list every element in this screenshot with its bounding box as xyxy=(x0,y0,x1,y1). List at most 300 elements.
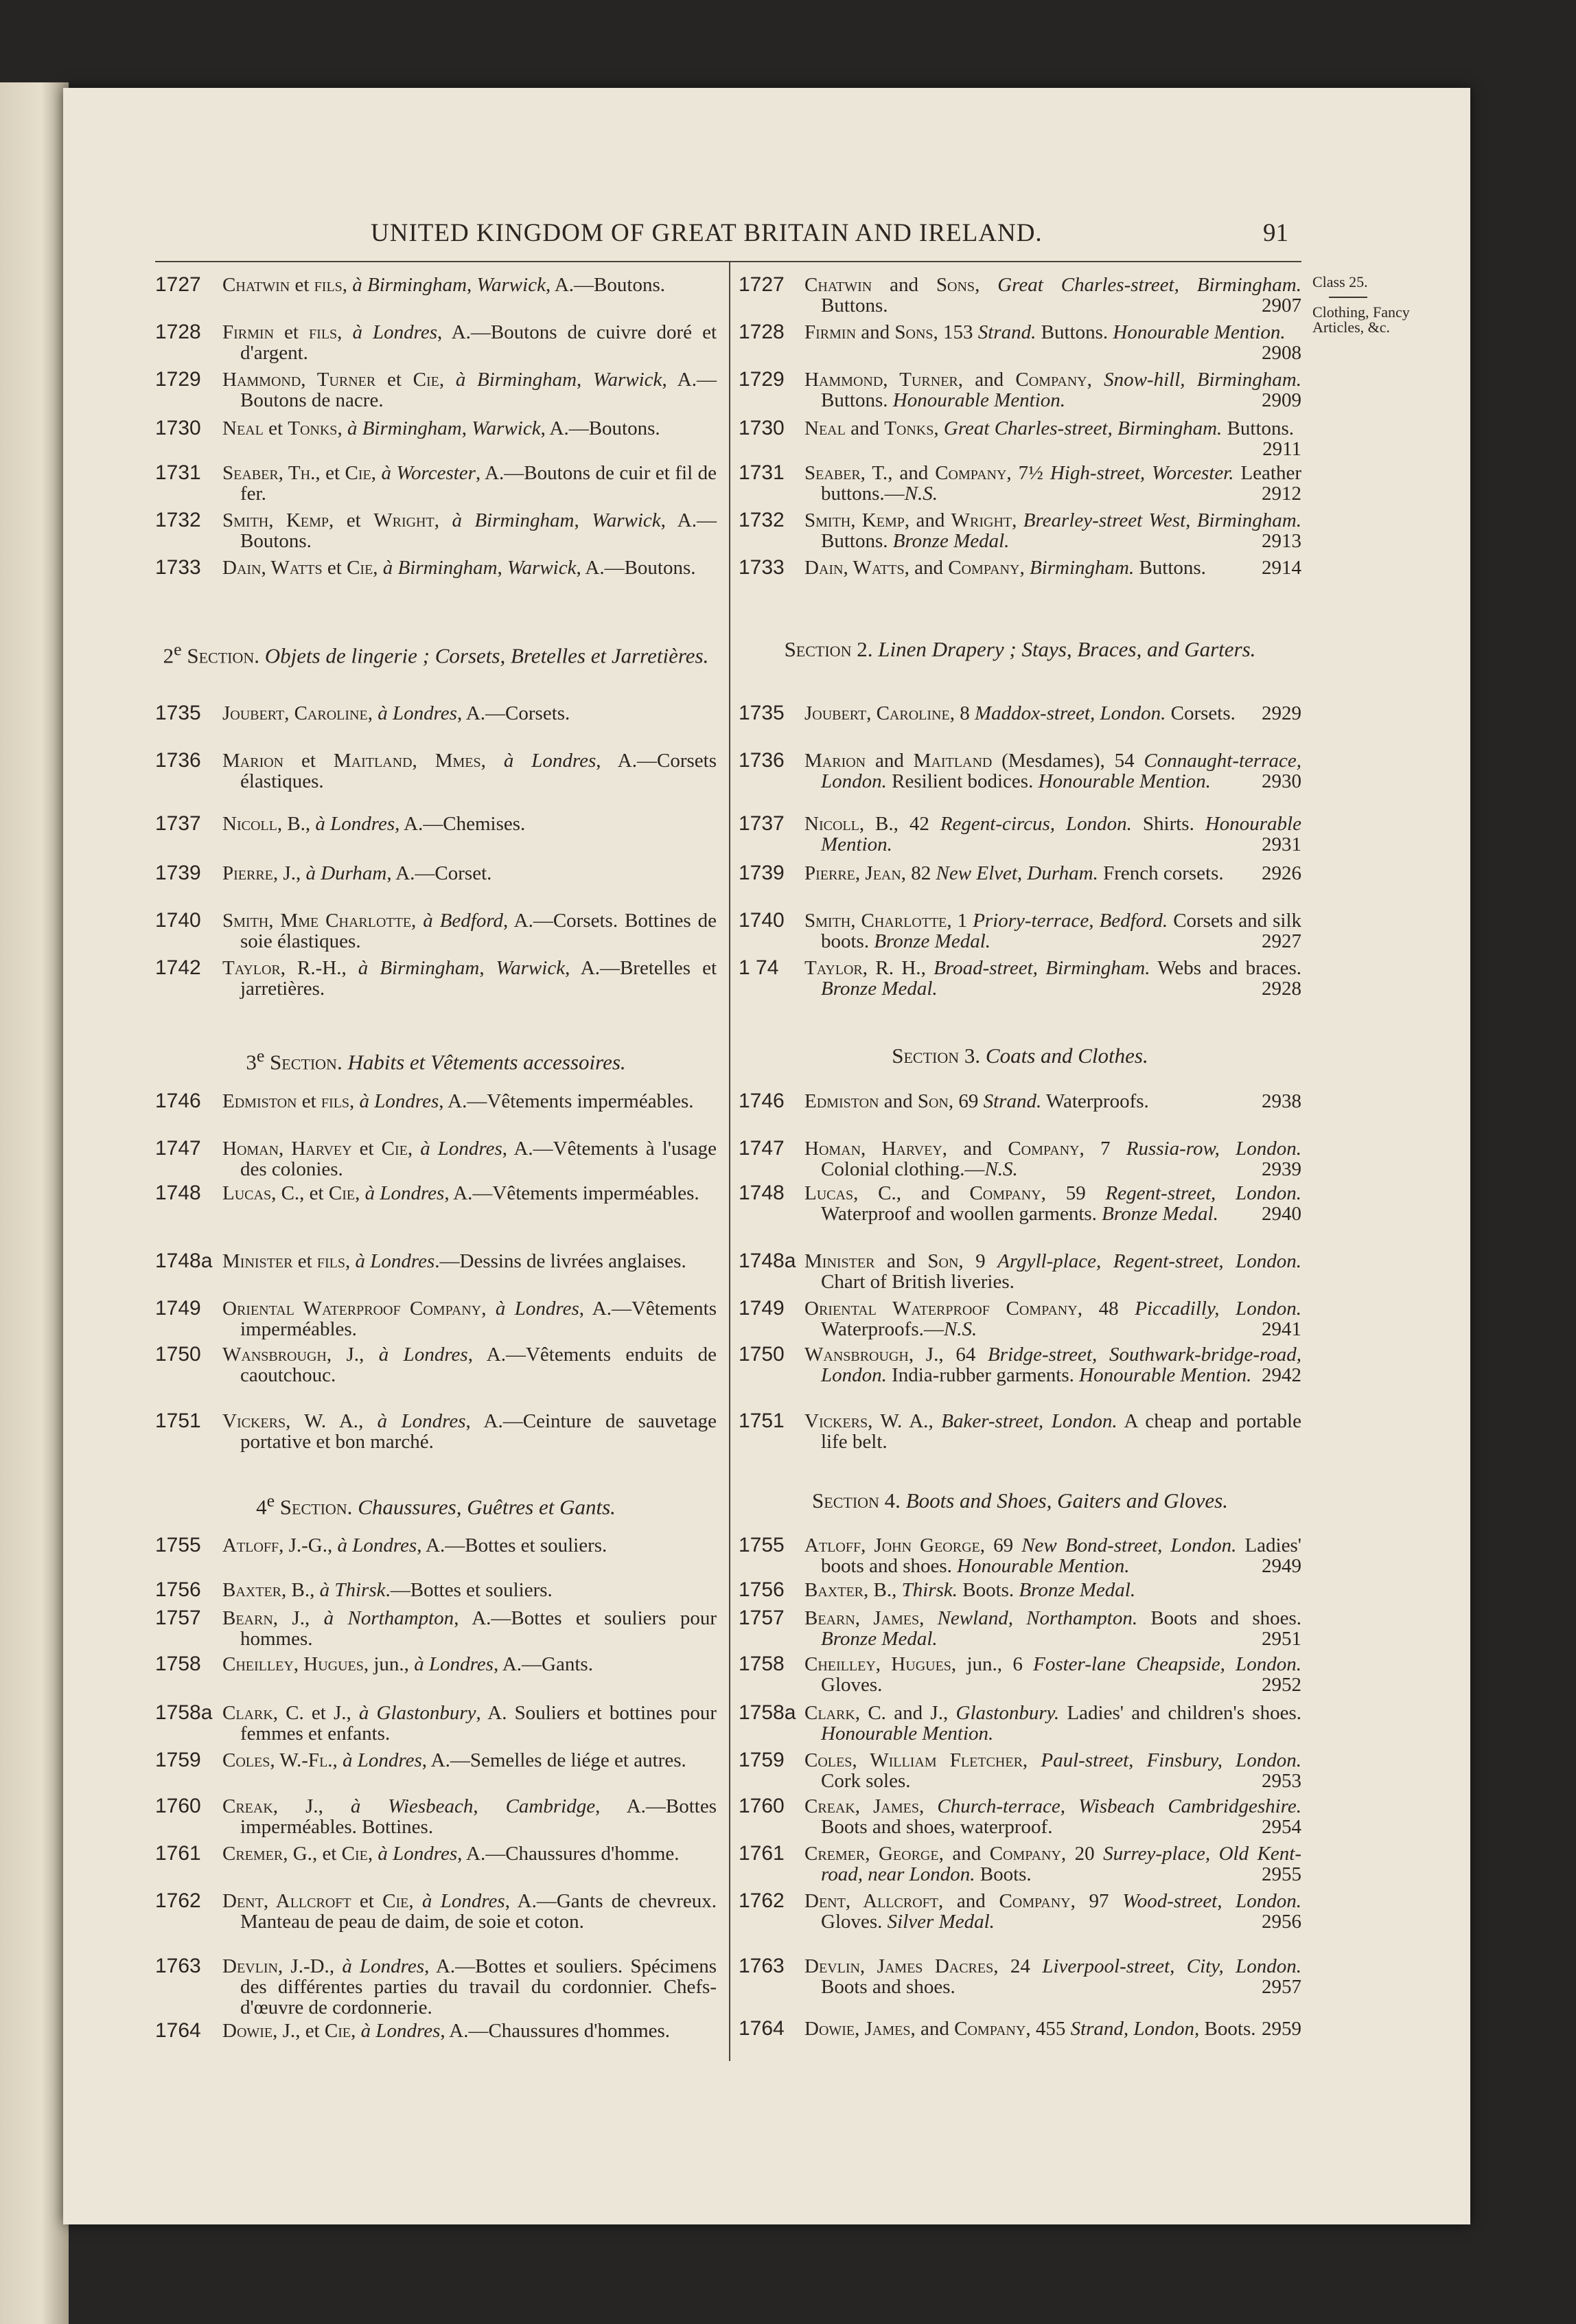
entry-number: 1763 xyxy=(739,1955,785,1977)
exhibitor-name: Cie xyxy=(328,1182,356,1204)
italic-text: Honourable Mention. xyxy=(892,389,1066,411)
entry-text xyxy=(901,1488,906,1512)
entry-text: Boots. xyxy=(958,1579,1019,1601)
catalogue-entry xyxy=(155,1183,717,1204)
exhibitor-name: fils xyxy=(309,321,338,343)
margin-subject: Clothing, Fancy Articles, &c. xyxy=(1312,303,1410,336)
entry-text: , A.—Boutons de cuivre doré et d'argent. xyxy=(240,321,717,364)
exhibitor-name: Lucas, C. xyxy=(222,1182,300,1204)
exhibitor-name: Nicoll, B. xyxy=(804,813,894,835)
entry-text: et xyxy=(322,557,347,579)
exhibitor-name: Clark, C. xyxy=(804,1702,886,1724)
catalogue-entry xyxy=(739,958,1301,999)
entry-text: , 59 xyxy=(1041,1182,1106,1204)
entry-text: , xyxy=(480,750,504,772)
entry-text: , 69 xyxy=(948,1090,984,1112)
catalogue-entry xyxy=(739,1796,1301,1837)
exhibitor-name: Cie xyxy=(345,462,371,484)
entry-text: , et xyxy=(295,2020,325,2042)
exhibitor-name: Cremer, G. xyxy=(222,1843,312,1865)
catalogue-reference-number: 2911 xyxy=(1262,438,1301,460)
entry-text: 4 xyxy=(256,1495,267,1519)
exhibitor-name: Company xyxy=(948,557,1020,579)
catalogue-reference-number: 2957 xyxy=(1262,1976,1301,1998)
entry-number: 1747 xyxy=(739,1137,785,1160)
italic-text: Brearley-street West, Birmingham. xyxy=(1023,509,1301,531)
exhibitor-name: Joubert, Caroline xyxy=(222,702,368,724)
entry-text: Waterproof and woollen garments. xyxy=(821,1203,1102,1225)
exhibitor-name: Vickers, W. A. xyxy=(804,1410,929,1432)
entry-number: 1751 xyxy=(739,1410,785,1432)
entry-text: and xyxy=(872,274,936,296)
entry-text: , xyxy=(304,1607,324,1629)
exhibitor-name: Atloff, John George xyxy=(804,1534,980,1556)
exhibitor-name: Devlin, James Dacres xyxy=(804,1955,994,1977)
entry-number: 1731 xyxy=(739,461,785,484)
entry-text: , A.—Boutons. xyxy=(576,557,696,579)
entry-number: 1730 xyxy=(155,417,201,439)
entry-number: 1759 xyxy=(739,1749,785,1771)
catalogue-reference-number: 2949 xyxy=(1262,1555,1301,1577)
catalogue-entry xyxy=(739,1298,1301,1339)
exhibitor-name: Company xyxy=(999,1890,1071,1912)
entry-number: 1728 xyxy=(155,321,201,343)
entry-number: 1740 xyxy=(155,909,201,932)
entry-number: 1764 xyxy=(739,2017,785,2040)
entry-text: , xyxy=(1019,557,1030,579)
margin-rule xyxy=(1329,297,1367,298)
catalogue-entry xyxy=(155,1298,717,1339)
exhibitor-name: Smith, Kemp xyxy=(222,509,329,531)
italic-text: Priory-terrace, Bedford. xyxy=(973,910,1168,932)
catalogue-entry xyxy=(739,814,1301,855)
italic-text: Habits et Vêtements accessoires. xyxy=(347,1050,626,1074)
exhibitor-name: Neal xyxy=(804,417,846,439)
entry-text: , A.—Boutons. xyxy=(240,509,717,552)
section-heading xyxy=(739,1045,1301,1067)
italic-text: Birmingham. xyxy=(1029,557,1135,579)
catalogue-entry xyxy=(739,2018,1301,2039)
exhibitor-name: Neal xyxy=(222,417,264,439)
entry-text: Ladies' boots and shoes. xyxy=(821,1534,1301,1577)
italic-text: Great Charles-street, Birmingham. xyxy=(943,417,1222,439)
exhibitor-name: Company xyxy=(969,1182,1041,1204)
entry-text: Ladies' and children's shoes. xyxy=(1059,1702,1301,1724)
entry-text: , et xyxy=(312,1843,342,1865)
catalogue-reference-number: 2908 xyxy=(1262,342,1301,364)
italic-text: Honourable Mention. xyxy=(821,1723,994,1745)
italic-text: Warwick xyxy=(472,417,541,439)
entry-text: A cheap and portable life belt. xyxy=(821,1410,1301,1453)
entry-text: , jun., 6 xyxy=(951,1653,1034,1675)
catalogue-reference-number: 2914 xyxy=(1262,557,1301,579)
entry-text: Boots. xyxy=(1199,2018,1256,2040)
italic-text: Strand. xyxy=(983,1090,1042,1112)
entry-text xyxy=(275,1495,280,1519)
entry-number: 1737 xyxy=(155,812,201,835)
entry-text: and xyxy=(856,321,895,343)
italic-text: Piccadilly, London. xyxy=(1135,1298,1302,1320)
catalogue-reference-number: 2931 xyxy=(1262,833,1301,855)
exhibitor-name: Dowie, James xyxy=(804,2018,911,2040)
entry-number: 1760 xyxy=(155,1795,201,1817)
entry-text: , xyxy=(1012,509,1023,531)
entry-number: 1742 xyxy=(155,956,201,979)
italic-text: à Londres xyxy=(378,702,457,724)
entry-text: .—Bottes et souliers. xyxy=(385,1579,553,1601)
italic-text: Warwick xyxy=(593,369,662,391)
section-heading xyxy=(155,638,717,667)
italic-text: Newland, Northampton. xyxy=(937,1607,1138,1629)
catalogue-entry xyxy=(155,1608,717,1649)
italic-text: Thirsk. xyxy=(901,1579,958,1601)
exhibitor-name: Coles, W.-Fl. xyxy=(222,1749,333,1771)
entry-text: , and xyxy=(938,1843,990,1865)
entry-text: Gloves. xyxy=(821,1911,888,1933)
italic-text: Honourable Mention. xyxy=(1113,321,1286,343)
entry-text: , A.—Chemises. xyxy=(395,813,526,835)
entry-text: , xyxy=(461,417,472,439)
entry-number: 1760 xyxy=(739,1795,785,1817)
italic-text: Maddox-street, London. xyxy=(974,702,1166,724)
italic-text: Chaussures, Guêtres et Gants. xyxy=(358,1495,616,1519)
catalogue-entry xyxy=(155,1796,717,1837)
catalogue-entry xyxy=(155,1703,717,1744)
exhibitor-name: Company xyxy=(1008,1138,1080,1160)
entry-text: , and xyxy=(904,557,949,579)
catalogue-entry xyxy=(155,703,717,724)
exhibitor-name: Dain, Watts xyxy=(222,557,323,579)
entry-text: et J., xyxy=(303,1702,359,1724)
exhibitor-name: Cie xyxy=(381,1138,408,1160)
italic-text: Coats and Clothes. xyxy=(985,1044,1148,1068)
italic-text: Snow-hill, Birmingham. xyxy=(1104,369,1301,391)
catalogue-entry xyxy=(739,1608,1301,1649)
italic-text: à Londres xyxy=(359,1090,439,1112)
entry-text: , xyxy=(367,702,378,724)
entry-text xyxy=(980,1044,986,1068)
entry-text: , and xyxy=(904,509,951,531)
entry-number: 1727 xyxy=(739,273,785,296)
entry-text: and xyxy=(874,1250,928,1272)
italic-text: N.S. xyxy=(904,483,938,505)
exhibitor-name: Smith, Kemp xyxy=(804,509,905,531)
catalogue-entry xyxy=(155,910,717,952)
catalogue-entry xyxy=(739,1535,1301,1576)
catalogue-entry xyxy=(739,863,1301,884)
catalogue-entry xyxy=(739,1138,1301,1180)
catalogue-reference-number: 2907 xyxy=(1262,295,1301,317)
entry-text: , xyxy=(329,1955,343,1977)
exhibitor-name: Homan, Harvey xyxy=(222,1138,352,1160)
italic-text: New Elvet, Durham. xyxy=(936,862,1098,884)
exhibitor-name: Son xyxy=(927,1250,959,1272)
entry-number: 1736 xyxy=(155,749,201,772)
entry-text: , xyxy=(497,557,508,579)
italic-text: Bronze Medal. xyxy=(821,978,938,1000)
entry-text: .—Dessins de livrées anglaises. xyxy=(434,1250,686,1272)
exhibitor-name: Section 4. xyxy=(812,1488,901,1512)
running-header: UNITED KINGDOM OF GREAT BRITAIN AND IRELAND. xyxy=(371,219,1043,247)
catalogue-entry xyxy=(155,510,717,551)
catalogue-entry xyxy=(155,1251,717,1272)
entry-text: , A.—Corset. xyxy=(386,862,492,884)
italic-text: à Wiesbeach xyxy=(350,1795,474,1817)
entry-text: , A.—Chaussures d'hommes. xyxy=(440,2020,671,2042)
italic-text: Bronze Medal. xyxy=(821,1628,938,1650)
entry-text: , xyxy=(318,1795,351,1817)
entry-number: 1731 xyxy=(155,461,201,484)
catalogue-entry xyxy=(739,1183,1301,1224)
entry-text: , and xyxy=(958,369,1016,391)
exhibitor-name: Wright xyxy=(373,509,434,531)
exhibitor-name: Tonks xyxy=(884,417,934,439)
entry-number: 1728 xyxy=(739,321,785,343)
entry-text: Chart of British liveries. xyxy=(821,1271,1015,1293)
italic-text: Honourable Mention. xyxy=(821,813,1301,855)
catalogue-reference-number: 2942 xyxy=(1262,1364,1301,1386)
exhibitor-name: Company xyxy=(935,462,1007,484)
entry-text: , xyxy=(473,1795,506,1817)
catalogue-entry xyxy=(155,750,717,792)
entry-number: 1730 xyxy=(739,417,785,439)
entry-text: , A.—Chaussures d'homme. xyxy=(457,1843,680,1865)
catalogue-reference-number: 2938 xyxy=(1262,1090,1301,1112)
entry-text: , xyxy=(919,1607,938,1629)
entry-text: Buttons. xyxy=(821,530,893,552)
exhibitor-name: Section. xyxy=(187,643,260,668)
catalogue-reference-number: 2926 xyxy=(1262,862,1301,884)
italic-text: Bronze Medal. xyxy=(874,930,991,952)
italic-text: Glastonbury. xyxy=(955,1702,1060,1724)
catalogue-reference-number: 2912 xyxy=(1262,483,1301,505)
entry-number: 1735 xyxy=(155,702,201,724)
exhibitor-name: Lucas, C. xyxy=(804,1182,896,1204)
exhibitor-name: fils xyxy=(314,274,343,296)
entry-text: , 42 xyxy=(893,813,940,835)
catalogue-reference-number: 2954 xyxy=(1262,1816,1301,1838)
entry-number: 1739 xyxy=(155,862,201,884)
entry-text: , et xyxy=(299,1182,329,1204)
column-divider xyxy=(729,262,730,2061)
italic-text: Baker-street, London. xyxy=(941,1410,1117,1432)
entry-text: , A.—Bottes et souliers pour hommes. xyxy=(240,1607,717,1650)
italic-text: à Londres xyxy=(378,1843,458,1865)
exhibitor-name: Sons xyxy=(894,321,934,343)
exhibitor-name: Creak, James xyxy=(804,1795,920,1817)
exhibitor-name: Edmiston xyxy=(222,1090,297,1112)
catalogue-entry xyxy=(739,418,1301,459)
entry-text: et xyxy=(274,321,310,343)
catalogue-entry xyxy=(739,1703,1301,1744)
entry-number: 1763 xyxy=(155,1955,201,1977)
catalogue-reference-number: 2929 xyxy=(1262,702,1301,724)
italic-text: Wood-street, London. xyxy=(1122,1890,1302,1912)
catalogue-reference-number: 2927 xyxy=(1262,930,1301,952)
entry-number: 1740 xyxy=(739,909,785,932)
entry-text: e xyxy=(266,1491,275,1510)
entry-text: , xyxy=(367,1843,378,1865)
entry-number: 1756 xyxy=(155,1578,201,1601)
entry-number: 1750 xyxy=(739,1343,785,1366)
exhibitor-name: Company xyxy=(989,1843,1061,1865)
exhibitor-name: Seaber, Th. xyxy=(222,462,316,484)
catalogue-entry xyxy=(739,703,1301,724)
catalogue-reference-number: 2939 xyxy=(1262,1158,1301,1180)
section-heading xyxy=(155,1490,717,1518)
catalogue-entry xyxy=(739,750,1301,792)
catalogue-entry xyxy=(155,1344,717,1385)
exhibitor-name: Homan, Harvey xyxy=(804,1138,942,1160)
italic-text: à Londres xyxy=(421,1890,505,1912)
exhibitor-name: Cie xyxy=(324,2020,351,2042)
entry-text: , A.—Semelles de liége et autres. xyxy=(421,1749,686,1771)
exhibitor-name: fils xyxy=(316,1250,346,1272)
entry-text: Corsets. xyxy=(1166,702,1236,724)
entry-text: Buttons. xyxy=(821,295,888,317)
catalogue-reference-number: 2959 xyxy=(1262,2018,1301,2040)
exhibitor-name: Wansbrough, J. xyxy=(804,1344,939,1366)
entry-number: 1746 xyxy=(739,1090,785,1112)
entry-text: , A.—Bottes et souliers. xyxy=(417,1534,607,1556)
italic-text: Foster-lane Cheapside, London. xyxy=(1033,1653,1301,1675)
entry-text: , xyxy=(479,957,496,979)
entry-text: , A.—Gants de chevreux. Manteau de peau de daim, de soie et coton. xyxy=(240,1890,717,1933)
exhibitor-name: Oriental Waterproof Company xyxy=(804,1298,1078,1320)
catalogue-entry xyxy=(155,463,717,504)
exhibitor-name: Clark, C. xyxy=(222,1702,304,1724)
section-heading xyxy=(155,1045,717,1073)
entry-text: Shirts. xyxy=(1131,813,1205,835)
entry-text: Leather buttons.— xyxy=(821,462,1302,505)
entry-text: , A.—Gants. xyxy=(493,1653,593,1675)
catalogue-entry xyxy=(155,814,717,834)
exhibitor-name: Joubert, Caroline xyxy=(804,702,950,724)
catalogue-reference-number: 2913 xyxy=(1262,530,1301,552)
entry-text: , xyxy=(332,1749,343,1771)
entry-text: et xyxy=(283,750,334,772)
exhibitor-name: Maitland xyxy=(913,750,993,772)
catalogue-entry xyxy=(739,510,1301,551)
entry-text xyxy=(264,1050,270,1074)
exhibitor-name: Pierre, Jean xyxy=(804,862,901,884)
italic-text: Regent-street, London. xyxy=(1105,1182,1301,1204)
entry-number: 1758 xyxy=(739,1653,785,1675)
exhibitor-name: Hammond, Turner xyxy=(804,369,958,391)
entry-text: , xyxy=(577,369,593,391)
entry-text: , xyxy=(411,910,424,932)
entry-number: 1 74 xyxy=(739,956,779,979)
entry-text: Corsets and silk boots. xyxy=(821,910,1302,952)
italic-text: à Londres xyxy=(503,750,596,772)
exhibitor-name: Dain, Watts xyxy=(804,557,905,579)
entry-text: Waterproofs.— xyxy=(821,1318,944,1340)
entry-text: , et xyxy=(315,462,345,484)
entry-text: , A.—Vêtements à l'usage des colonies. xyxy=(240,1138,717,1180)
entry-text: , A.—Boutons de nacre. xyxy=(240,369,717,411)
entry-number: 1729 xyxy=(155,368,201,391)
entry-text: , xyxy=(310,1579,320,1601)
entry-text: Resilient bodices. xyxy=(886,770,1039,792)
entry-number: 1748 xyxy=(155,1182,201,1204)
exhibitor-name: Minister xyxy=(804,1250,875,1272)
catalogue-entry xyxy=(739,322,1301,363)
italic-text: à Londres xyxy=(355,1250,435,1272)
catalogue-reference-number: 2940 xyxy=(1262,1203,1301,1225)
entry-text: Boots. xyxy=(975,1863,1032,1885)
italic-text: Russia-row, London. xyxy=(1126,1138,1301,1160)
entry-text: , and xyxy=(896,1182,970,1204)
exhibitor-name: Wright xyxy=(951,509,1012,531)
italic-text: Regent-circus, London. xyxy=(940,813,1132,835)
entry-text: et xyxy=(351,1138,382,1160)
italic-text: Cambridge xyxy=(505,1795,596,1817)
entry-text: Colonial clothing.— xyxy=(821,1158,985,1180)
italic-text: à Durham xyxy=(305,862,387,884)
entry-number: 1751 xyxy=(155,1410,201,1432)
italic-text: Warwick xyxy=(476,274,546,296)
italic-text: Argyll-place, Regent-street, London. xyxy=(997,1250,1301,1272)
entry-text: Webs and braces. xyxy=(1150,957,1301,979)
exhibitor-name: Company xyxy=(954,2018,1026,2040)
italic-text: Boots and Shoes, Gaiters and Gloves. xyxy=(905,1488,1228,1512)
entry-text: , xyxy=(359,1344,379,1366)
exhibitor-name: Sons xyxy=(936,274,975,296)
entry-text: et xyxy=(375,369,413,391)
entry-text: , xyxy=(373,557,383,579)
entry-text: Buttons. xyxy=(1222,417,1295,439)
exhibitor-name: Company xyxy=(1015,369,1087,391)
entry-text: , A.—Bottes imperméables. Bottines. xyxy=(240,1795,717,1838)
italic-text: Silver Medal. xyxy=(887,1911,995,1933)
entry-text: , xyxy=(305,813,316,835)
catalogue-entry xyxy=(739,1750,1301,1791)
entry-text: and xyxy=(866,750,914,772)
entry-text: , xyxy=(295,862,306,884)
entry-number: 1746 xyxy=(155,1090,201,1112)
entry-text: , A.—Ceinture de sauvetage portative et bon marché. xyxy=(240,1410,717,1453)
exhibitor-name: Firmin xyxy=(804,321,857,343)
entry-number: 1759 xyxy=(155,1749,201,1771)
italic-text: à Birmingham xyxy=(455,369,577,391)
entry-text: , xyxy=(467,274,477,296)
entry-number: 1729 xyxy=(739,368,785,391)
entry-text: , A.—Boutons. xyxy=(540,417,660,439)
exhibitor-name: Bearn, James xyxy=(804,1607,920,1629)
entry-number: 1739 xyxy=(739,862,785,884)
exhibitor-name: Edmiston xyxy=(804,1090,879,1112)
entry-text: , xyxy=(407,1138,421,1160)
exhibitor-name: Nicoll, B. xyxy=(222,813,305,835)
exhibitor-name: Tonks xyxy=(288,417,338,439)
italic-text: Linen Drapery ; Stays, Braces, and Garters. xyxy=(878,637,1256,661)
entry-text: e xyxy=(256,1046,265,1066)
italic-text: Bronze Medal. xyxy=(892,530,1010,552)
exhibitor-name: Cie xyxy=(347,557,373,579)
entry-text: , 64 xyxy=(938,1344,988,1366)
exhibitor-name: Cheilley, Hugues xyxy=(222,1653,364,1675)
catalogue-entry xyxy=(155,322,717,363)
entry-number: 1748 xyxy=(739,1182,785,1204)
exhibitor-name: Marion xyxy=(804,750,866,772)
entry-text: , xyxy=(892,1579,902,1601)
entry-text: Boots and shoes, waterproof. xyxy=(821,1816,1053,1838)
italic-text: à Northampton xyxy=(323,1607,454,1629)
entry-number: 1761 xyxy=(155,1842,201,1865)
italic-text: Great Charles-street, Birmingham. xyxy=(997,274,1301,296)
italic-text: Connaught-terrace, London. xyxy=(821,750,1301,792)
catalogue-reference-number: 2928 xyxy=(1262,978,1301,1000)
